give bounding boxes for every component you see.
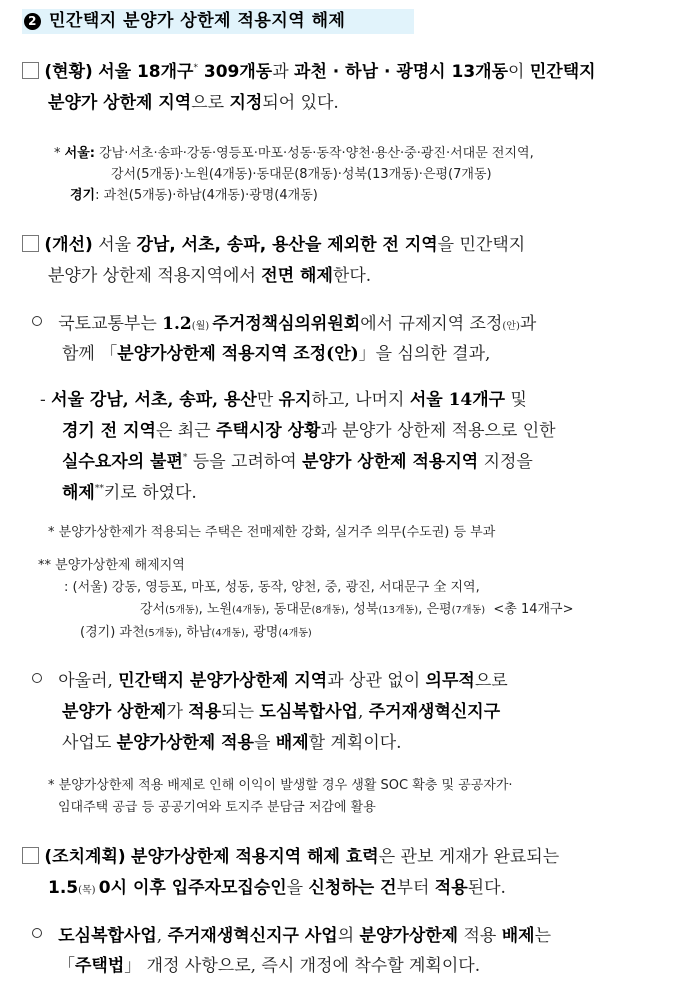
section-heading: [22, 9, 414, 34]
checkbox-square-icon: [22, 847, 39, 864]
improvement-note3-line2: 임대주택 공급 등 공공기여와 토지주 분담금 저감에 활용: [58, 800, 376, 815]
improvement-dash-line2: 경기 전 지역은 최근 주택시장 상황과 분양가 상한제 적용으로 인한: [62, 421, 556, 441]
improvement-note2-seoul-line2: 강서(5개동), 노원(4개동), 동대문(8개동), 성북(13개동), 은평(7개동) <총 14개구>: [140, 602, 574, 617]
improvement-bullet2-line3: 사업도 분양가상한제 적용을 배제할 계획이다.: [62, 733, 402, 753]
current-note-seoul: * 서울: 강남·서초·송파·강동·영등포·마포·성동·동작·양천·용산·중·광진·서대문 전지역,: [54, 146, 534, 161]
improvement-note2-seoul: : (서울) 강동, 영등포, 마포, 성동, 동작, 양천, 중, 광진, 서대문구 全 지역,: [64, 580, 480, 595]
improvement-bullet2-line1: 아울러, 민간택지 분양가상한제 지역과 상관 없이 의무적으로: [32, 667, 508, 695]
circle-bullet-icon: [32, 316, 42, 326]
improvement-line1: (개선) 서울 강남, 서초, 송파, 용산을 제외한 전 지역을 민간택지: [22, 231, 525, 259]
improvement-dash-line4: 해제**키로 하였다.: [62, 483, 197, 503]
improvement-note2-title: ** 분양가상한제 해제지역: [38, 558, 185, 573]
current-status-line2: 분양가 상한제 지역으로 지정되어 있다.: [48, 93, 339, 113]
current-status-line1: (현황) 서울 18개구* 309개동과 과천 · 하남 · 광명시 13개동이 민간택지: [22, 58, 596, 86]
improvement-note3-line1: * 분양가상한제 적용 배제로 인해 이익이 발생할 경우 생활 SOC 확충 및 공공자가·: [48, 778, 513, 793]
circle-bullet-icon: [32, 673, 42, 683]
improvement-bullet1-line1: 국토교통부는 1.2(월) 주거정책심의위원회에서 규제지역 조정(안)과: [32, 310, 536, 341]
improvement-line2: 분양가 상한제 적용지역에서 전면 해제한다.: [48, 266, 372, 286]
circled-number-icon: 2: [24, 13, 41, 30]
checkbox-square-icon: [22, 235, 39, 252]
circle-bullet-icon: [32, 928, 42, 938]
checkbox-square-icon: [22, 62, 39, 79]
current-note-gyeonggi: 경기: 과천(5개동)·하남(4개동)·광명(4개동): [70, 188, 318, 203]
plan-bullet-line2: 「주택법」 개정 사항으로, 즉시 개정에 착수할 계획이다.: [58, 956, 481, 976]
improvement-note1: * 분양가상한제가 적용되는 주택은 전매제한 강화, 실거주 의무(수도권) 등 부과: [48, 525, 496, 540]
plan-bullet-line1: 도심복합사업, 주거재생혁신지구 사업의 분양가상한제 적용 배제는: [32, 922, 551, 950]
improvement-bullet1-line2: 함께 「분양가상한제 적용지역 조정(안)」을 심의한 결과,: [62, 344, 491, 364]
section-title: 민간택지 분양가 상한제 적용지역 해제: [49, 11, 346, 31]
improvement-dash-line3: 실수요자의 불편* 등을 고려하여 분양가 상한제 적용지역 지정을: [62, 452, 533, 472]
current-tag: (현황): [44, 62, 93, 82]
plan-line2: 1.5(목) 0시 이후 입주자모집승인을 신청하는 건부터 적용된다.: [48, 878, 506, 898]
improvement-bullet2-line2: 분양가 상한제가 적용되는 도심복합사업, 주거재생혁신지구: [62, 702, 501, 722]
current-note-seoul-line2: 강서(5개동)·노원(4개동)·동대문(8개동)·성북(13개동)·은평(7개동): [111, 167, 492, 182]
plan-line1: (조치계획) 분양가상한제 적용지역 해제 효력은 관보 게재가 완료되는: [22, 843, 559, 871]
improvement-dash-line1: - 서울 강남, 서초, 송파, 용산만 유지하고, 나머지 서울 14개구 및: [40, 390, 527, 410]
improvement-note2-gyeonggi: (경기) 과천(5개동), 하남(4개동), 광명(4개동): [80, 625, 312, 640]
dash-bullet: -: [40, 390, 52, 410]
